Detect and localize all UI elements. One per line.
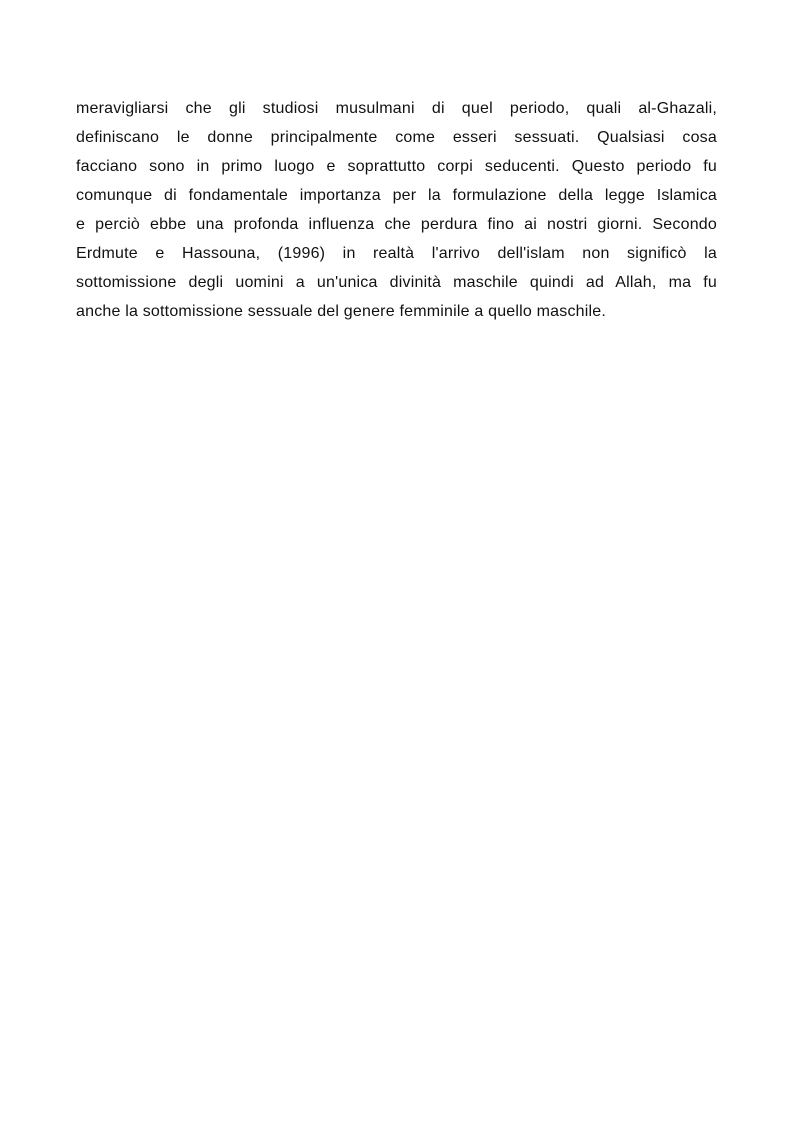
- paragraph-line: meravigliarsi che gli studiosi musulmani di quel periodo, quali al-Ghazali,: [76, 100, 717, 117]
- paragraph-line: e perciò ebbe una profonda influenza che perdura fino ai nostri giorni. Secondo: [76, 216, 717, 233]
- paragraph-line: comunque di fondamentale importanza per la formulazione della legge Islamica: [76, 187, 717, 204]
- paragraph-line: Erdmute e Hassouna, (1996) in realtà l'arrivo dell'islam non significò la: [76, 245, 717, 262]
- paragraph-line: definiscano le donne principalmente come esseri sessuati. Qualsiasi cosa: [76, 129, 717, 146]
- body-paragraph: [76, 94, 717, 326]
- paragraph-line: facciano sono in primo luogo e soprattutto corpi seducenti. Questo periodo fu: [76, 158, 717, 175]
- paragraph-line: sottomissione degli uomini a un'unica divinità maschile quindi ad Allah, ma fu: [76, 274, 717, 291]
- paragraph-line: anche la sottomissione sessuale del genere femminile a quello maschile.: [76, 303, 607, 320]
